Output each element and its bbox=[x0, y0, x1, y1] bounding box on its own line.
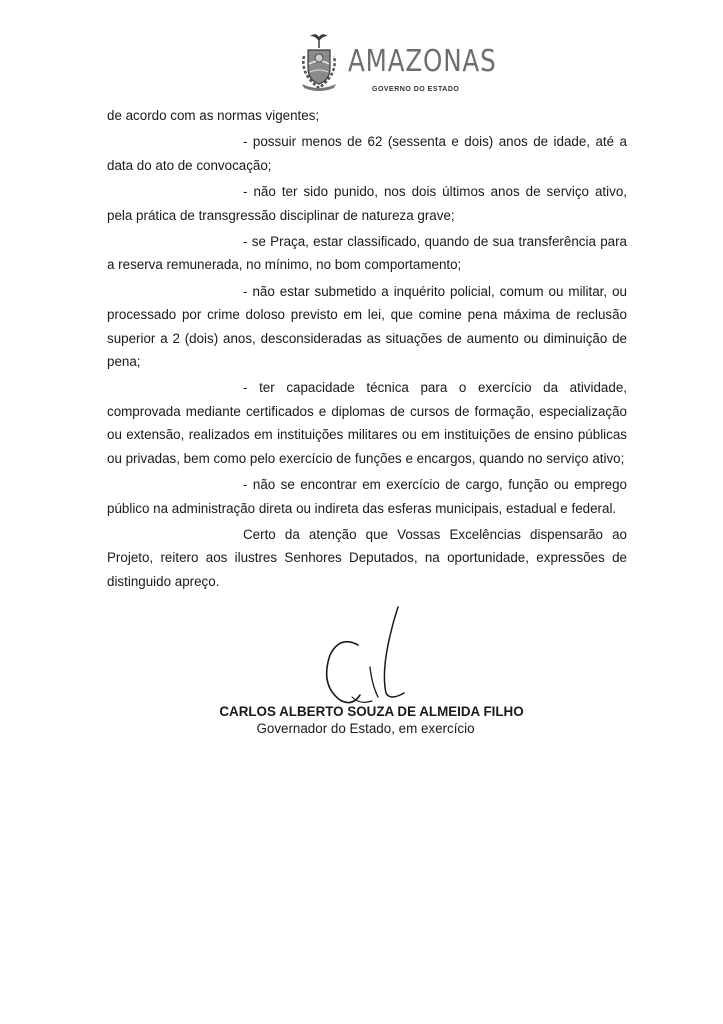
paragraph-no-public-office: - não se encontrar em exercício de cargo, função ou emprego público na administração direta ou indireta das esferas municipais, estadual e federal. bbox=[107, 477, 627, 516]
letterhead bbox=[296, 30, 497, 98]
letter-body bbox=[107, 104, 627, 596]
paragraph-continuation: de acordo com as normas vigentes; bbox=[107, 108, 320, 123]
handwritten-signature bbox=[300, 605, 440, 715]
signature-block bbox=[0, 704, 723, 736]
paragraph-behavior: - se Praça, estar classificado, quando de sua transferência para a reserva remunerada, no mínimo, no bom comportamento; bbox=[107, 234, 627, 273]
paragraph-no-punishment: - não ter sido punido, nos dois últimos anos de serviço ativo, pela prática de transgressão disciplinar de natureza grave; bbox=[107, 184, 627, 223]
paragraph-technical-capacity: - ter capacidade técnica para o exercício da atividade, comprovada mediante certificados e diplomas de cursos de formação, especialização ou extensão, realizados em instituições militares ou em instituições de ensino públicas ou privadas, bem como pelo exercício de funções e encargos, quando no serviço ativo; bbox=[107, 380, 627, 466]
government-label: GOVERNO DO ESTADO bbox=[372, 86, 460, 93]
signer-name: CARLOS ALBERTO SOUZA DE ALMEIDA FILHO bbox=[219, 704, 524, 719]
signer-title: Governador do Estado, em exercício bbox=[256, 721, 475, 736]
paragraph-closing: Certo da atenção que Vossas Excelências dispensarão ao Projeto, reitero aos ilustres Senhores Deputados, na oportunidade, expressões de distinguido apreço. bbox=[107, 526, 627, 589]
state-name-logo: AMAZONAS bbox=[348, 44, 497, 79]
paragraph-no-inquiry: - não estar submetido a inquérito policial, comum ou militar, ou processado por crime doloso previsto em lei, que comine pena máxima de reclusão superior a 2 (dois) anos, desconsideradas as situações de aumento ou diminuição de pena; bbox=[107, 283, 627, 370]
coat-of-arms-icon bbox=[296, 30, 342, 92]
paragraph-age-requirement: - possuir menos de 62 (sessenta e dois) anos de idade, até a data do ato de convocação; bbox=[107, 134, 627, 173]
